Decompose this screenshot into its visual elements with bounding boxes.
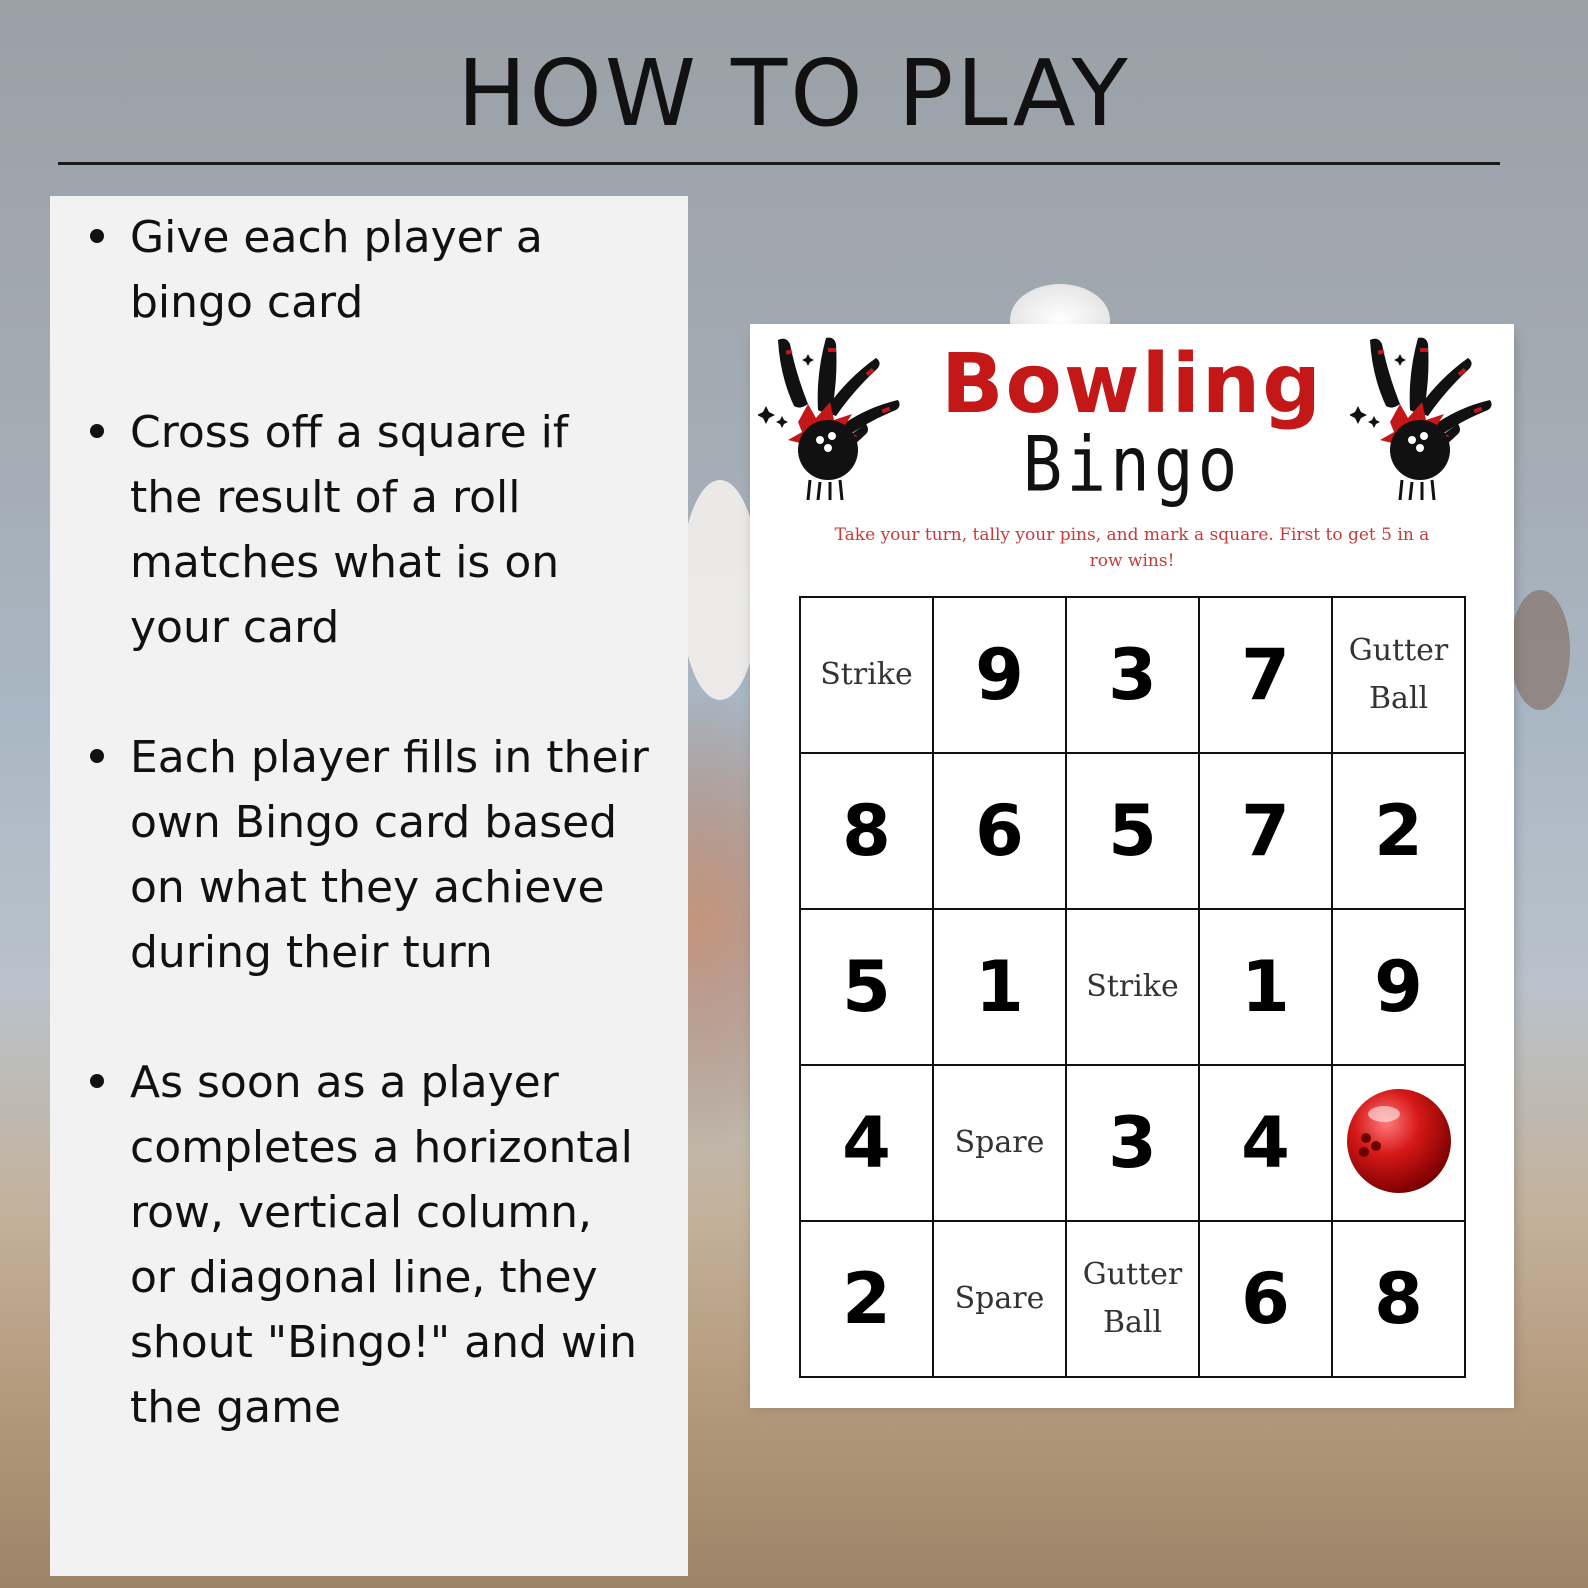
- bingo-grid: [799, 596, 1466, 1378]
- bingo-cell: [1199, 1221, 1332, 1377]
- bingo-cell-label: 1: [975, 946, 1024, 1028]
- bingo-row: [800, 597, 1465, 753]
- instruction-list: [90, 205, 650, 1440]
- bowling-ball-icon: [1344, 1086, 1454, 1196]
- instruction-item: As soon as a player completes a horizontal row, vertical column, or diagonal line, they shout "Bingo!" and win the game: [90, 1050, 650, 1440]
- bingo-cell-label: 3: [1108, 1102, 1157, 1184]
- bingo-cell: [1332, 1221, 1465, 1377]
- bingo-cell: [1066, 1221, 1199, 1377]
- bingo-cell-label: 9: [975, 634, 1024, 716]
- bingo-cell: [933, 1221, 1066, 1377]
- instruction-item: Give each player a bingo card: [90, 205, 650, 335]
- bingo-cell: [1066, 753, 1199, 909]
- bingo-cell: [1332, 597, 1465, 753]
- page-title: HOW TO PLAY: [457, 40, 1131, 147]
- bingo-cell: [1199, 909, 1332, 1065]
- instruction-item: Each player fills in their own Bingo card based on what they achieve during their turn: [90, 725, 650, 985]
- bingo-cell: [1199, 1065, 1332, 1221]
- bingo-cell-label: 7: [1241, 634, 1290, 716]
- bingo-cell: [1332, 1065, 1465, 1221]
- bingo-cell: [800, 753, 933, 909]
- bingo-cell: [1332, 753, 1465, 909]
- bullet-icon: [90, 424, 104, 438]
- card-subtitle: Bingo: [1022, 420, 1242, 509]
- bingo-cell-label: Strike: [820, 657, 913, 692]
- bingo-cell-label: Spare: [954, 1125, 1045, 1160]
- bingo-cell: [933, 909, 1066, 1065]
- bingo-cell: [1199, 597, 1332, 753]
- bingo-cell-label: 2: [842, 1258, 891, 1340]
- bingo-cell: [1066, 597, 1199, 753]
- bingo-cell: [1199, 753, 1332, 909]
- bingo-cell-label: 5: [1108, 790, 1157, 872]
- bullet-icon: [90, 749, 104, 763]
- bingo-cell-label: Gutter Ball: [1348, 633, 1449, 716]
- bingo-cell: [1332, 909, 1465, 1065]
- bingo-cell-label: 2: [1374, 790, 1423, 872]
- bingo-cell-label: 8: [842, 790, 891, 872]
- bingo-row: [800, 909, 1465, 1065]
- bingo-cell-label: Gutter Ball: [1082, 1257, 1183, 1340]
- bingo-cell-label: Strike: [1086, 969, 1179, 1004]
- bingo-row: [800, 1065, 1465, 1221]
- bingo-cell-label: 5: [842, 946, 891, 1028]
- bingo-cell-label: 4: [842, 1102, 891, 1184]
- bingo-row: [800, 753, 1465, 909]
- bingo-cell-label: 9: [1374, 946, 1423, 1028]
- card-title: Bowling: [941, 337, 1323, 432]
- bullet-icon: [90, 229, 104, 243]
- title-divider: [58, 162, 1500, 165]
- bingo-cell: [800, 597, 933, 753]
- bingo-cell: [933, 1065, 1066, 1221]
- bingo-cell-label: 6: [975, 790, 1024, 872]
- bingo-cell-label: 6: [1241, 1258, 1290, 1340]
- bingo-cell: [800, 909, 933, 1065]
- bingo-cell: [1066, 1065, 1199, 1221]
- bingo-row: [800, 1221, 1465, 1377]
- bingo-cell-label: 1: [1241, 946, 1290, 1028]
- bingo-card: [750, 324, 1514, 1408]
- bingo-cell-label: Spare: [954, 1281, 1045, 1316]
- bingo-cell: [1066, 909, 1199, 1065]
- bingo-cell: [933, 597, 1066, 753]
- bingo-cell: [800, 1221, 933, 1377]
- bingo-cell: [933, 753, 1066, 909]
- bingo-cell-label: 8: [1374, 1258, 1423, 1340]
- bullet-icon: [90, 1074, 104, 1088]
- bingo-cell-label: 3: [1108, 634, 1157, 716]
- bingo-cell-label: 4: [1241, 1102, 1290, 1184]
- bingo-cell: [800, 1065, 933, 1221]
- instruction-item: Cross off a square if the result of a roll matches what is on your card: [90, 400, 650, 660]
- bingo-cell-label: 7: [1241, 790, 1290, 872]
- card-instructions: Take your turn, tally your pins, and mark a square. First to get 5 in a row wins!: [834, 525, 1430, 571]
